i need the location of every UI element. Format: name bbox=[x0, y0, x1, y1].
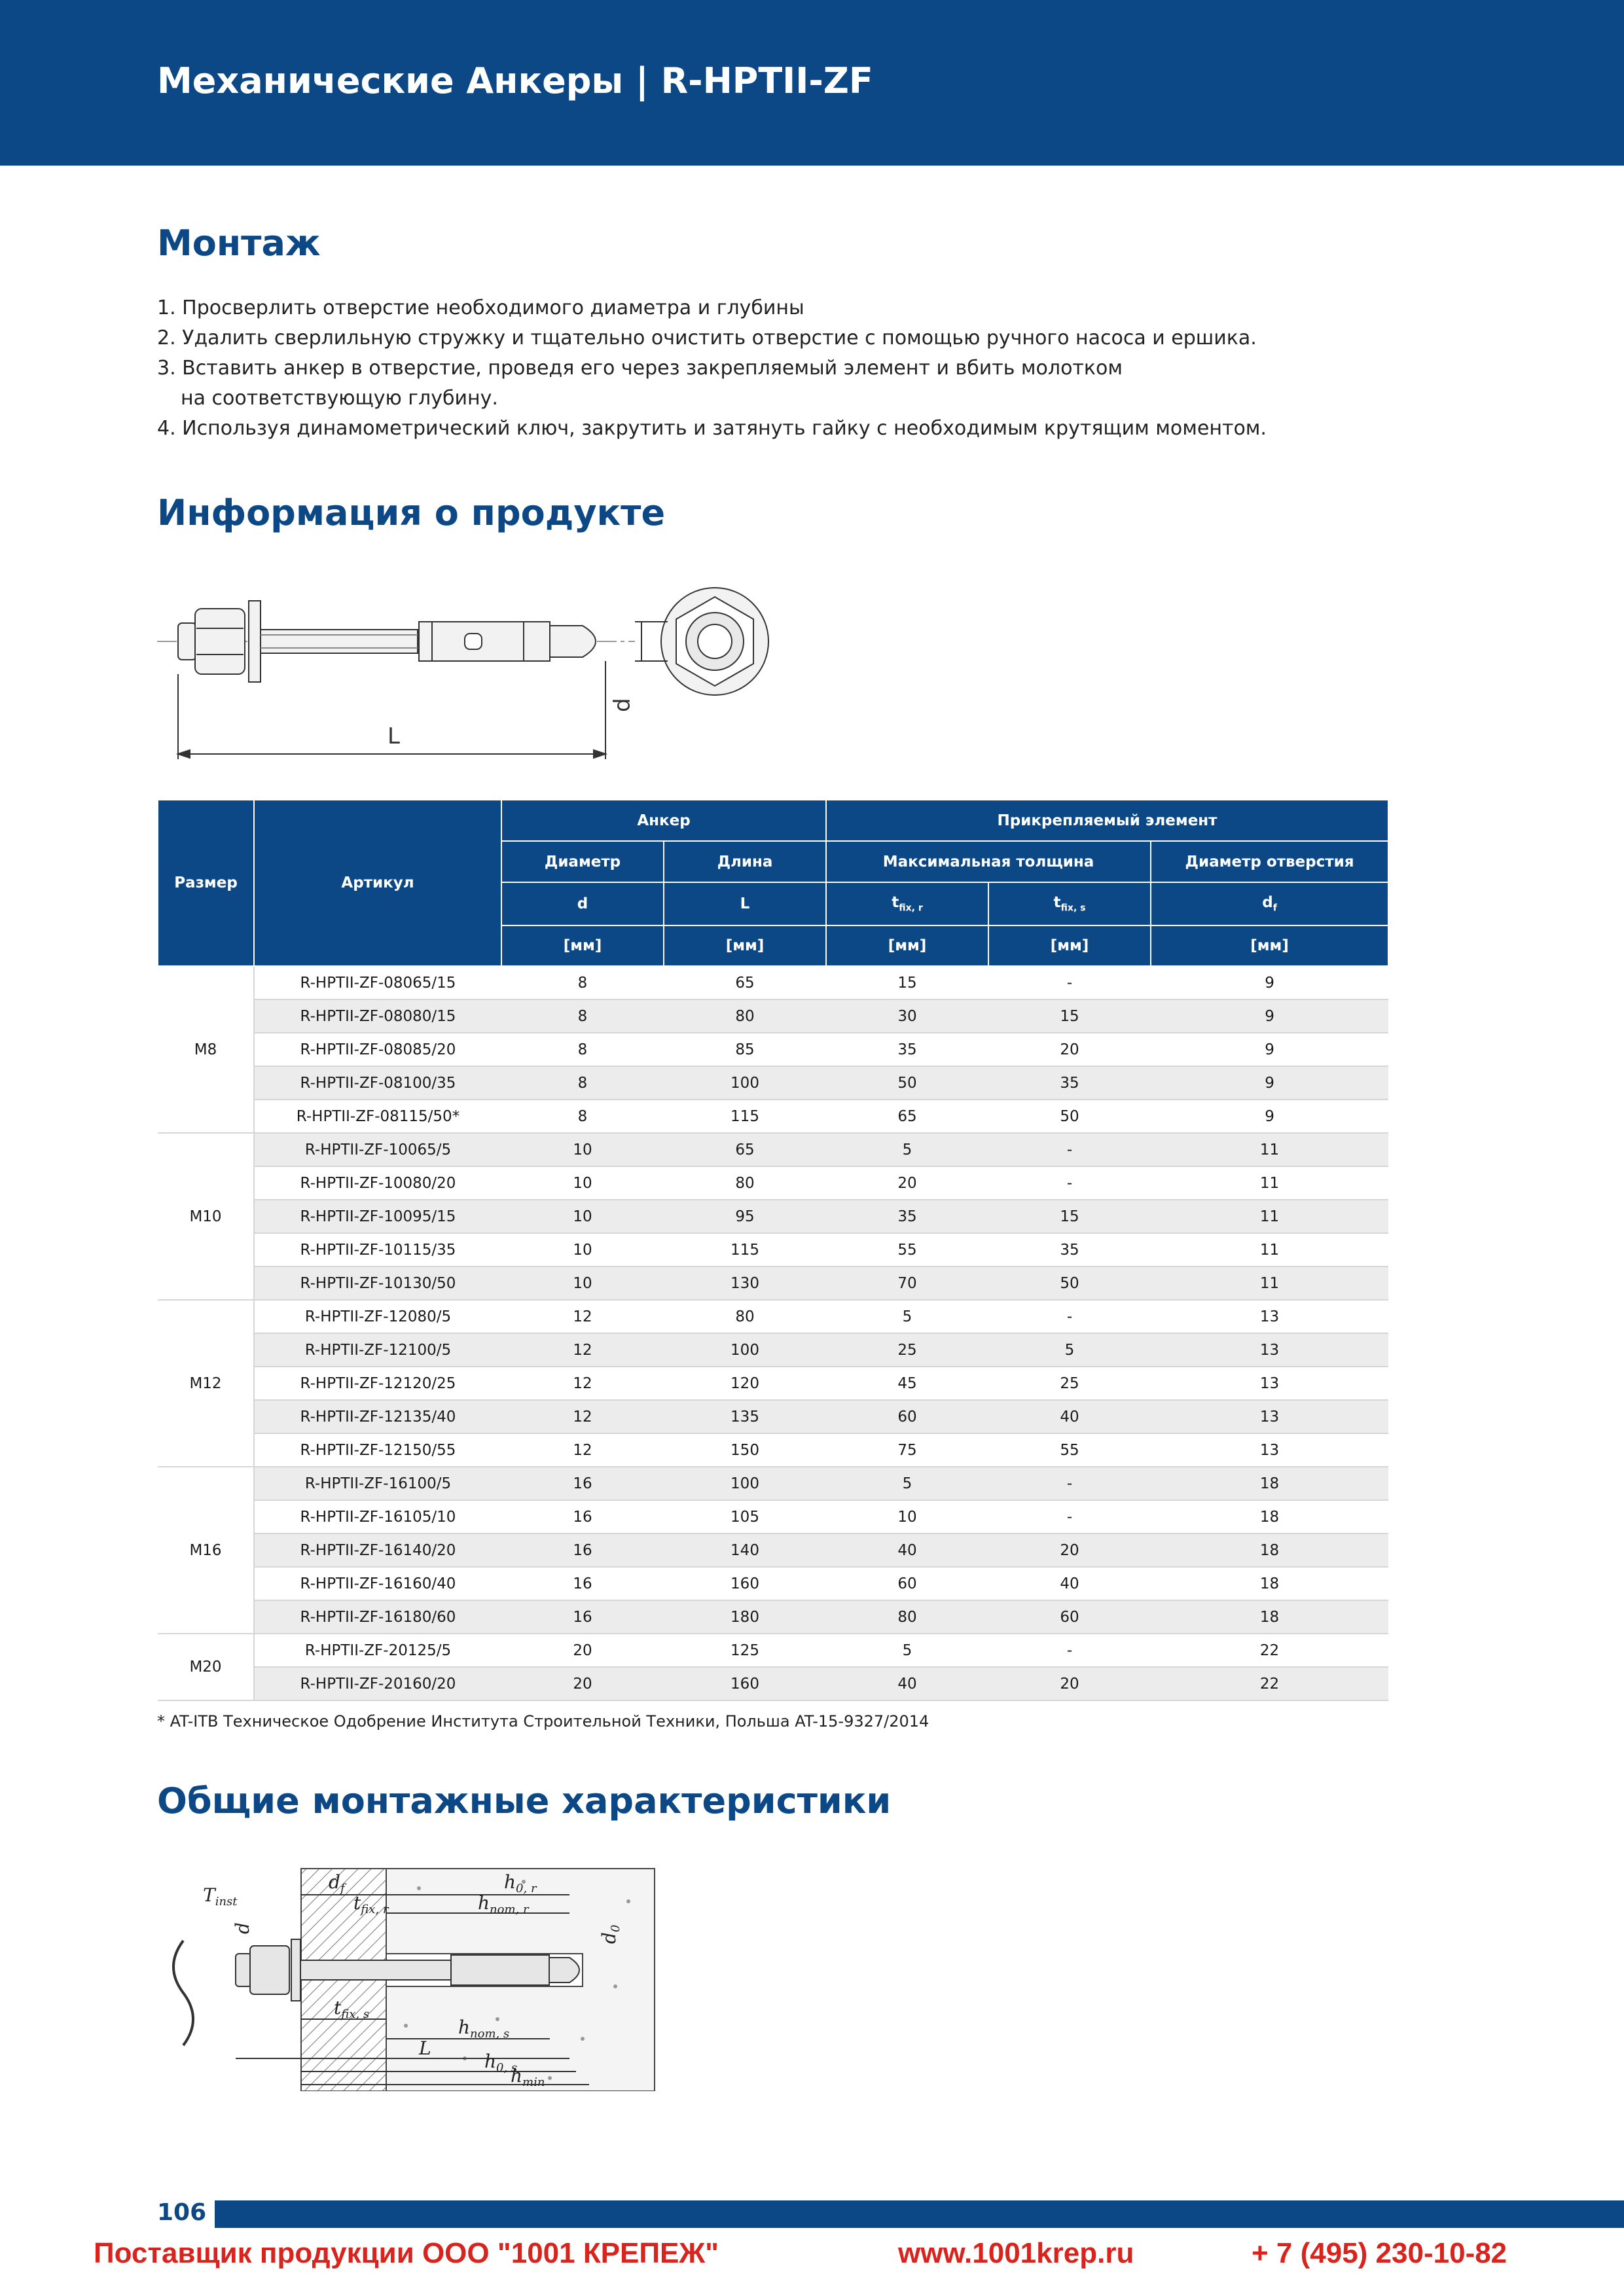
label-hmin: $h_{min}$ bbox=[511, 2065, 545, 2089]
value-cell: 18 bbox=[1151, 1600, 1388, 1634]
value-cell: 35 bbox=[826, 1200, 988, 1233]
value-cell: 60 bbox=[826, 1567, 988, 1600]
table-row bbox=[158, 1133, 1388, 1166]
article-cell: R-HPTII-ZF-08085/20 bbox=[254, 1033, 501, 1066]
value-cell: 45 bbox=[826, 1367, 988, 1400]
montage-heading: Монтаж bbox=[157, 223, 321, 264]
value-cell: 20 bbox=[501, 1667, 664, 1700]
label-h0-s: $h_{0, s}$ bbox=[484, 2051, 518, 2075]
th-fixture-group: Прикрепляемый элемент bbox=[826, 800, 1388, 841]
value-cell: 10 bbox=[501, 1200, 664, 1233]
install-chars-heading: Общие монтажные характеристики bbox=[157, 1780, 892, 1821]
value-cell: 15 bbox=[826, 966, 988, 999]
table-row bbox=[158, 1200, 1388, 1233]
label-tfix-r: $t_{fix, r}$ bbox=[353, 1892, 389, 1916]
article-cell: R-HPTII-ZF-12135/40 bbox=[254, 1400, 501, 1433]
montage-steps bbox=[157, 293, 1532, 444]
value-cell: 130 bbox=[664, 1266, 826, 1300]
value-cell: 50 bbox=[826, 1066, 988, 1100]
th-sym-df: $d_f$ bbox=[1151, 882, 1388, 925]
article-cell: R-HPTII-ZF-10065/5 bbox=[254, 1133, 501, 1166]
value-cell: 18 bbox=[1151, 1500, 1388, 1534]
value-cell: 5 bbox=[826, 1133, 988, 1166]
value-cell: 55 bbox=[988, 1433, 1151, 1467]
article-cell: R-HPTII-ZF-08065/15 bbox=[254, 966, 501, 999]
value-cell: 8 bbox=[501, 966, 664, 999]
value-cell: - bbox=[988, 1634, 1151, 1667]
value-cell: 95 bbox=[664, 1200, 826, 1233]
value-cell: 50 bbox=[988, 1100, 1151, 1133]
value-cell: 180 bbox=[664, 1600, 826, 1634]
value-cell: 18 bbox=[1151, 1534, 1388, 1567]
th-max-thickness: Максимальная толщина bbox=[826, 841, 1151, 882]
installation-drawing bbox=[157, 1862, 661, 2091]
th-anchor-group: Анкер bbox=[501, 800, 826, 841]
value-cell: 40 bbox=[826, 1667, 988, 1700]
size-cell: M10 bbox=[158, 1133, 254, 1300]
value-cell: 160 bbox=[664, 1667, 826, 1700]
montage-step: 4. Используя динамометрический ключ, закрутить и затянуть гайку с необходимым крутящим моментом. bbox=[157, 417, 1267, 440]
table-row bbox=[158, 1300, 1388, 1333]
value-cell: - bbox=[988, 966, 1151, 999]
montage-step: 1. Просверлить отверстие необходимого диаметра и глубины bbox=[157, 296, 804, 319]
value-cell: 9 bbox=[1151, 1066, 1388, 1100]
value-cell: 13 bbox=[1151, 1300, 1388, 1333]
size-cell: M12 bbox=[158, 1300, 254, 1467]
table-row bbox=[158, 1634, 1388, 1667]
value-cell: 20 bbox=[826, 1166, 988, 1200]
value-cell: 80 bbox=[664, 1166, 826, 1200]
value-cell: 12 bbox=[501, 1300, 664, 1333]
article-cell: R-HPTII-ZF-10080/20 bbox=[254, 1166, 501, 1200]
article-cell: R-HPTII-ZF-16180/60 bbox=[254, 1600, 501, 1634]
value-cell: 50 bbox=[988, 1266, 1151, 1300]
value-cell: 60 bbox=[826, 1400, 988, 1433]
value-cell: 65 bbox=[826, 1100, 988, 1133]
value-cell: 70 bbox=[826, 1266, 988, 1300]
value-cell: 9 bbox=[1151, 966, 1388, 999]
th-sym-tfix-s: $t_{fix, s}$ bbox=[988, 882, 1151, 925]
value-cell: 13 bbox=[1151, 1367, 1388, 1400]
table-body bbox=[158, 966, 1388, 1700]
montage-step: 2. Удалить сверлильную стружку и тщательно очистить отверстие с помощью ручного насоса и ершика. bbox=[157, 327, 1257, 350]
page-number: 106 bbox=[157, 2199, 207, 2226]
value-cell: 60 bbox=[988, 1600, 1151, 1634]
value-cell: 75 bbox=[826, 1433, 988, 1467]
value-cell: 5 bbox=[826, 1300, 988, 1333]
value-cell: 13 bbox=[1151, 1400, 1388, 1433]
value-cell: 16 bbox=[501, 1467, 664, 1500]
page-header bbox=[0, 0, 1624, 166]
th-diameter: Диаметр bbox=[501, 841, 664, 882]
value-cell: 35 bbox=[988, 1066, 1151, 1100]
value-cell: 11 bbox=[1151, 1266, 1388, 1300]
table-row bbox=[158, 1433, 1388, 1467]
value-cell: 22 bbox=[1151, 1667, 1388, 1700]
value-cell: - bbox=[988, 1300, 1151, 1333]
value-cell: 12 bbox=[501, 1433, 664, 1467]
value-cell: 11 bbox=[1151, 1133, 1388, 1166]
article-cell: R-HPTII-ZF-20160/20 bbox=[254, 1667, 501, 1700]
table-row bbox=[158, 1367, 1388, 1400]
value-cell: 80 bbox=[826, 1600, 988, 1634]
value-cell: 11 bbox=[1151, 1233, 1388, 1266]
table-row bbox=[158, 1534, 1388, 1567]
article-cell: R-HPTII-ZF-16100/5 bbox=[254, 1467, 501, 1500]
value-cell: 11 bbox=[1151, 1166, 1388, 1200]
value-cell: 135 bbox=[664, 1400, 826, 1433]
table-row bbox=[158, 999, 1388, 1033]
table-row bbox=[158, 1667, 1388, 1700]
value-cell: 15 bbox=[988, 1200, 1151, 1233]
th-unit: [мм] bbox=[501, 925, 664, 966]
table-row bbox=[158, 1467, 1388, 1500]
value-cell: - bbox=[988, 1467, 1151, 1500]
value-cell: 10 bbox=[501, 1266, 664, 1300]
table-row bbox=[158, 1033, 1388, 1066]
montage-step bbox=[157, 353, 1532, 414]
value-cell: 13 bbox=[1151, 1433, 1388, 1467]
value-cell: 16 bbox=[501, 1600, 664, 1634]
th-hole-diameter: Диаметр отверстия bbox=[1151, 841, 1388, 882]
value-cell: 120 bbox=[664, 1367, 826, 1400]
value-cell: 8 bbox=[501, 999, 664, 1033]
size-cell: M16 bbox=[158, 1467, 254, 1634]
value-cell: 5 bbox=[826, 1634, 988, 1667]
article-cell: R-HPTII-ZF-08115/50* bbox=[254, 1100, 501, 1133]
table-row bbox=[158, 1166, 1388, 1200]
value-cell: 40 bbox=[826, 1534, 988, 1567]
product-table bbox=[157, 799, 1389, 1701]
value-cell: 9 bbox=[1151, 1033, 1388, 1066]
value-cell: 35 bbox=[826, 1033, 988, 1066]
article-cell: R-HPTII-ZF-12080/5 bbox=[254, 1300, 501, 1333]
value-cell: 20 bbox=[501, 1634, 664, 1667]
footer-supplier: Поставщик продукции ООО "1001 КРЕПЕЖ" bbox=[94, 2237, 719, 2269]
value-cell: - bbox=[988, 1133, 1151, 1166]
article-cell: R-HPTII-ZF-12100/5 bbox=[254, 1333, 501, 1367]
size-cell: M20 bbox=[158, 1634, 254, 1700]
value-cell: 10 bbox=[501, 1133, 664, 1166]
th-article: Артикул bbox=[254, 800, 501, 966]
value-cell: 150 bbox=[664, 1433, 826, 1467]
article-cell: R-HPTII-ZF-16140/20 bbox=[254, 1534, 501, 1567]
th-unit: [мм] bbox=[826, 925, 988, 966]
diameter-label: d bbox=[609, 698, 636, 712]
value-cell: 8 bbox=[501, 1033, 664, 1066]
label-d: d bbox=[232, 1922, 253, 1934]
th-length: Длина bbox=[664, 841, 826, 882]
value-cell: 18 bbox=[1151, 1467, 1388, 1500]
value-cell: 10 bbox=[501, 1166, 664, 1200]
value-cell: 9 bbox=[1151, 1100, 1388, 1133]
value-cell: 35 bbox=[988, 1233, 1151, 1266]
page-title: Механические Анкеры | R-HPTII-ZF bbox=[157, 60, 873, 101]
article-cell: R-HPTII-ZF-10095/15 bbox=[254, 1200, 501, 1233]
anchor-drawing bbox=[157, 583, 785, 772]
th-sym-l: L bbox=[664, 882, 826, 925]
article-cell: R-HPTII-ZF-10115/35 bbox=[254, 1233, 501, 1266]
table-footnote: * AT-ITB Техническое Одобрение Института Строительной Техники, Польша AT-15-9327/2014 bbox=[157, 1712, 929, 1731]
value-cell: 20 bbox=[988, 1667, 1151, 1700]
value-cell: 160 bbox=[664, 1567, 826, 1600]
value-cell: 65 bbox=[664, 966, 826, 999]
value-cell: 12 bbox=[501, 1367, 664, 1400]
value-cell: 140 bbox=[664, 1534, 826, 1567]
value-cell: 16 bbox=[501, 1500, 664, 1534]
table-row bbox=[158, 966, 1388, 999]
value-cell: 100 bbox=[664, 1467, 826, 1500]
footer-bar bbox=[215, 2200, 1624, 2228]
value-cell: 8 bbox=[501, 1066, 664, 1100]
value-cell: 55 bbox=[826, 1233, 988, 1266]
table-row bbox=[158, 1233, 1388, 1266]
footer-phone[interactable]: + 7 (495) 230-10-82 bbox=[1252, 2237, 1507, 2269]
value-cell: 25 bbox=[988, 1367, 1151, 1400]
value-cell: 13 bbox=[1151, 1333, 1388, 1367]
value-cell: - bbox=[988, 1500, 1151, 1534]
article-cell: R-HPTII-ZF-16160/40 bbox=[254, 1567, 501, 1600]
th-sym-tfix-r: $t_{fix, r}$ bbox=[826, 882, 988, 925]
value-cell: 10 bbox=[826, 1500, 988, 1534]
label-hnom-r: $h_{nom, r}$ bbox=[478, 1892, 529, 1916]
table-row bbox=[158, 1100, 1388, 1133]
label-tinst: $T_{inst}$ bbox=[203, 1884, 238, 1909]
table-row bbox=[158, 1333, 1388, 1367]
value-cell: 80 bbox=[664, 999, 826, 1033]
table-row bbox=[158, 1567, 1388, 1600]
value-cell: 20 bbox=[988, 1033, 1151, 1066]
value-cell: 100 bbox=[664, 1066, 826, 1100]
value-cell: 115 bbox=[664, 1233, 826, 1266]
value-cell: 100 bbox=[664, 1333, 826, 1367]
th-unit: [мм] bbox=[1151, 925, 1388, 966]
value-cell: 65 bbox=[664, 1133, 826, 1166]
label-h0-r: $h_{0, r}$ bbox=[504, 1871, 537, 1895]
value-cell: 105 bbox=[664, 1500, 826, 1534]
label-df: $d_f$ bbox=[329, 1871, 345, 1895]
size-cell: M8 bbox=[158, 966, 254, 1133]
value-cell: 11 bbox=[1151, 1200, 1388, 1233]
value-cell: 10 bbox=[501, 1233, 664, 1266]
montage-step-continuation: на соответствующую глубину. bbox=[181, 387, 498, 410]
table-row bbox=[158, 1500, 1388, 1534]
value-cell: 16 bbox=[501, 1534, 664, 1567]
value-cell: 20 bbox=[988, 1534, 1151, 1567]
article-cell: R-HPTII-ZF-12120/25 bbox=[254, 1367, 501, 1400]
th-size: Размер bbox=[158, 800, 254, 966]
value-cell: 25 bbox=[826, 1333, 988, 1367]
value-cell: 22 bbox=[1151, 1634, 1388, 1667]
product-info-heading: Информация о продукте bbox=[157, 492, 666, 533]
value-cell: 40 bbox=[988, 1400, 1151, 1433]
value-cell: 80 bbox=[664, 1300, 826, 1333]
value-cell: 5 bbox=[826, 1467, 988, 1500]
value-cell: 5 bbox=[988, 1333, 1151, 1367]
table-row bbox=[158, 1066, 1388, 1100]
article-cell: R-HPTII-ZF-16105/10 bbox=[254, 1500, 501, 1534]
article-cell: R-HPTII-ZF-12150/55 bbox=[254, 1433, 501, 1467]
article-cell: R-HPTII-ZF-08080/15 bbox=[254, 999, 501, 1033]
th-unit: [мм] bbox=[988, 925, 1151, 966]
footer-website[interactable]: www.1001krep.ru bbox=[898, 2237, 1134, 2269]
value-cell: 30 bbox=[826, 999, 988, 1033]
label-hnom-s: $h_{nom, s}$ bbox=[458, 2017, 510, 2041]
article-cell: R-HPTII-ZF-08100/35 bbox=[254, 1066, 501, 1100]
montage-step-line: 3. Вставить анкер в отверстие, проведя его через закрепляемый элемент и вбить молотком bbox=[157, 357, 1123, 380]
label-d0: $d_0$ bbox=[598, 1924, 623, 1944]
value-cell: 9 bbox=[1151, 999, 1388, 1033]
label-tfix-s: $t_{fix, s}$ bbox=[334, 1997, 370, 2021]
value-cell: 12 bbox=[501, 1333, 664, 1367]
label-l: L bbox=[419, 2037, 431, 2059]
table-row bbox=[158, 1600, 1388, 1634]
value-cell: 8 bbox=[501, 1100, 664, 1133]
th-unit: [мм] bbox=[664, 925, 826, 966]
article-cell: R-HPTII-ZF-10130/50 bbox=[254, 1266, 501, 1300]
value-cell: 40 bbox=[988, 1567, 1151, 1600]
th-sym-d: d bbox=[501, 882, 664, 925]
value-cell: - bbox=[988, 1166, 1151, 1200]
value-cell: 12 bbox=[501, 1400, 664, 1433]
value-cell: 18 bbox=[1151, 1567, 1388, 1600]
value-cell: 85 bbox=[664, 1033, 826, 1066]
table-row bbox=[158, 1400, 1388, 1433]
table-row bbox=[158, 1266, 1388, 1300]
article-cell: R-HPTII-ZF-20125/5 bbox=[254, 1634, 501, 1667]
value-cell: 115 bbox=[664, 1100, 826, 1133]
value-cell: 15 bbox=[988, 999, 1151, 1033]
value-cell: 125 bbox=[664, 1634, 826, 1667]
length-label: L bbox=[388, 723, 400, 749]
value-cell: 16 bbox=[501, 1567, 664, 1600]
